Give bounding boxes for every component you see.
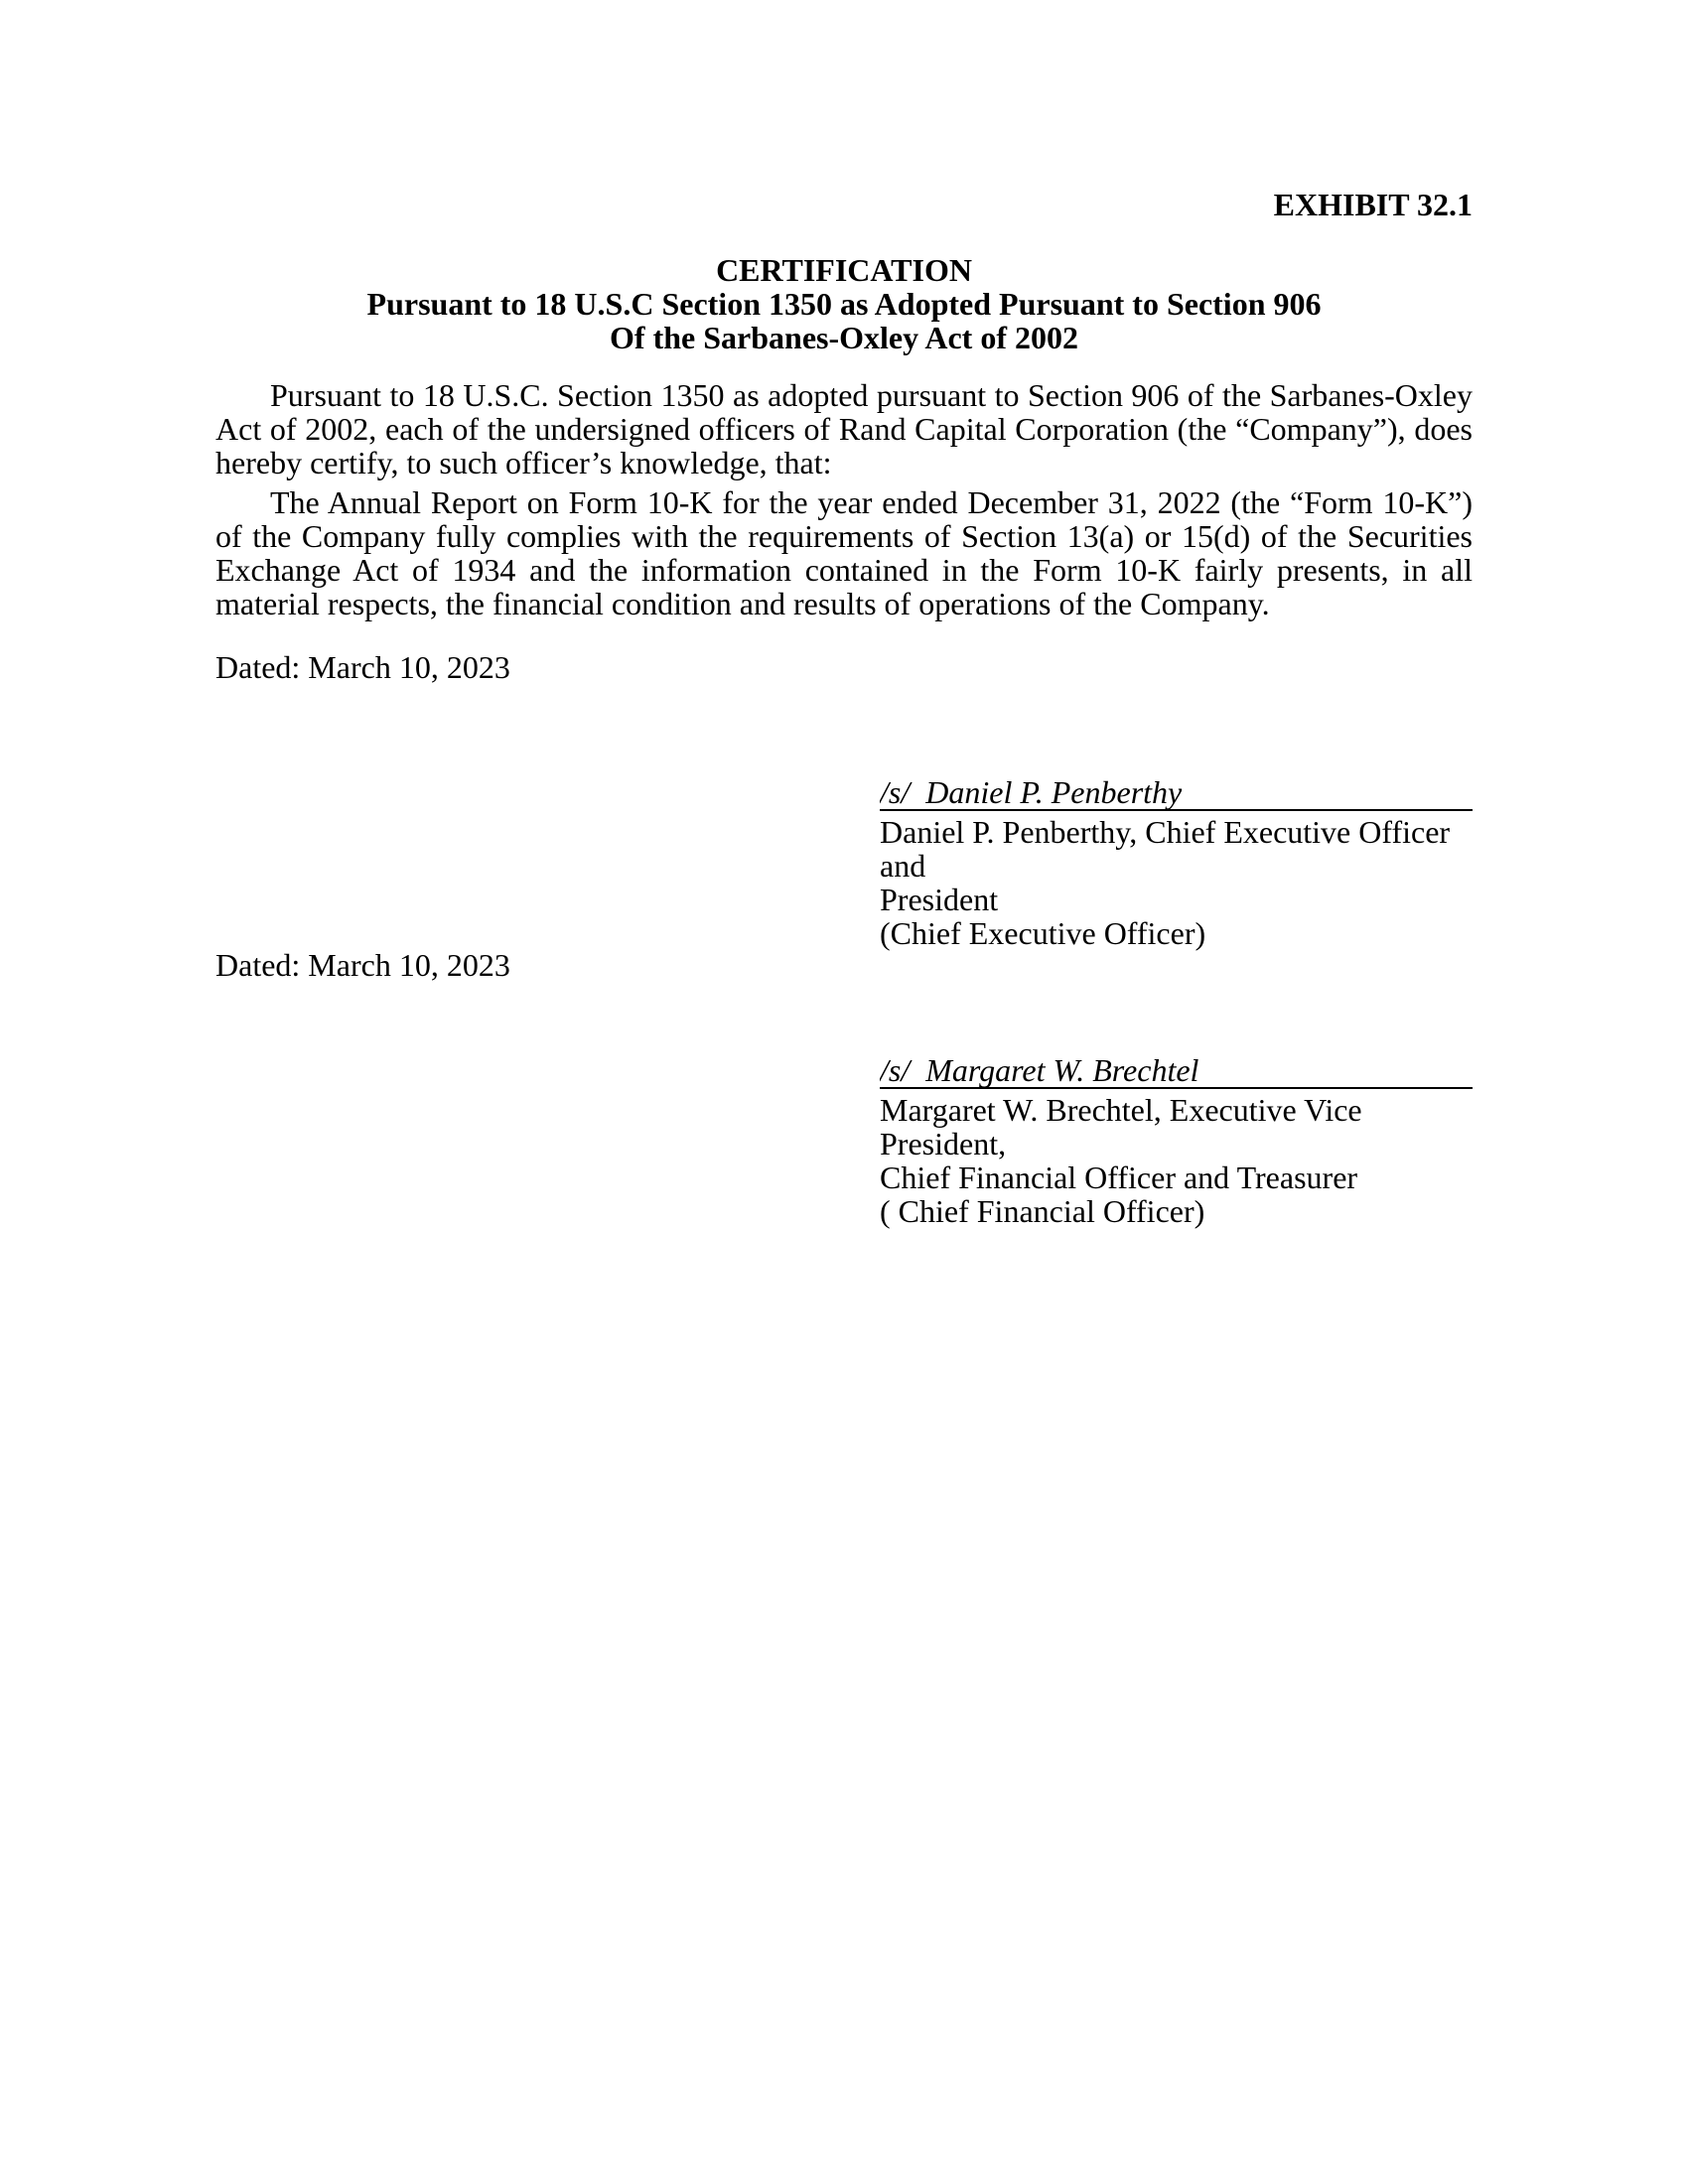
certification-heading	[215, 253, 1473, 354]
signature-name-block-cfo	[880, 1093, 1473, 1228]
signature-title-line: ( Chief Financial Officer)	[880, 1193, 1205, 1229]
dated-line-1: Dated: March 10, 2023	[215, 649, 510, 685]
signature-line-ceo: /s/ Daniel P. Penberthy	[880, 775, 1473, 811]
signature-line-cfo: /s/ Margaret W. Brechtel	[880, 1053, 1473, 1089]
signature-name-block-ceo	[880, 815, 1473, 950]
signature-block-ceo	[880, 775, 1473, 950]
signature-title-line: (Chief Executive Officer)	[880, 915, 1206, 951]
signature-name-line: President	[880, 882, 999, 917]
heading-subtitle-line-1: Pursuant to 18 U.S.C Section 1350 as Adopted Pursuant to Section 906	[366, 286, 1322, 322]
exhibit-label: EXHIBIT 32.1	[1273, 187, 1473, 222]
heading-title: CERTIFICATION	[716, 252, 972, 288]
dated-line-2: Dated: March 10, 2023	[215, 947, 510, 983]
heading-subtitle-line-2: Of the Sarbanes-Oxley Act of 2002	[610, 320, 1078, 355]
certification-paragraph-1: Pursuant to 18 U.S.C. Section 1350 as adopted pursuant to Section 906 of the Sarbanes-Oxley Act of 2002, each of the undersigned officers of Rand Capital Corporation (the “Company”), does hereby certify, to such officer’s knowledge, that:	[215, 377, 1473, 480]
signature-name-line: Margaret W. Brechtel, Executive Vice President,	[880, 1092, 1362, 1161]
signature-name-line: Daniel P. Penberthy, Chief Executive Officer and	[880, 814, 1451, 884]
signature-block-cfo	[880, 1053, 1473, 1228]
certification-paragraph-2: The Annual Report on Form 10-K for the year ended December 31, 2022 (the “Form 10-K”) of the Company fully complies with the requirements of Section 13(a) or 15(d) of the Securities Exchange Act of 1934 and the information contained in the Form 10-K fairly presents, in all material respects, the financial condition and results of operations of the Company.	[215, 484, 1473, 621]
signature-name-line: Chief Financial Officer and Treasurer	[880, 1160, 1358, 1195]
